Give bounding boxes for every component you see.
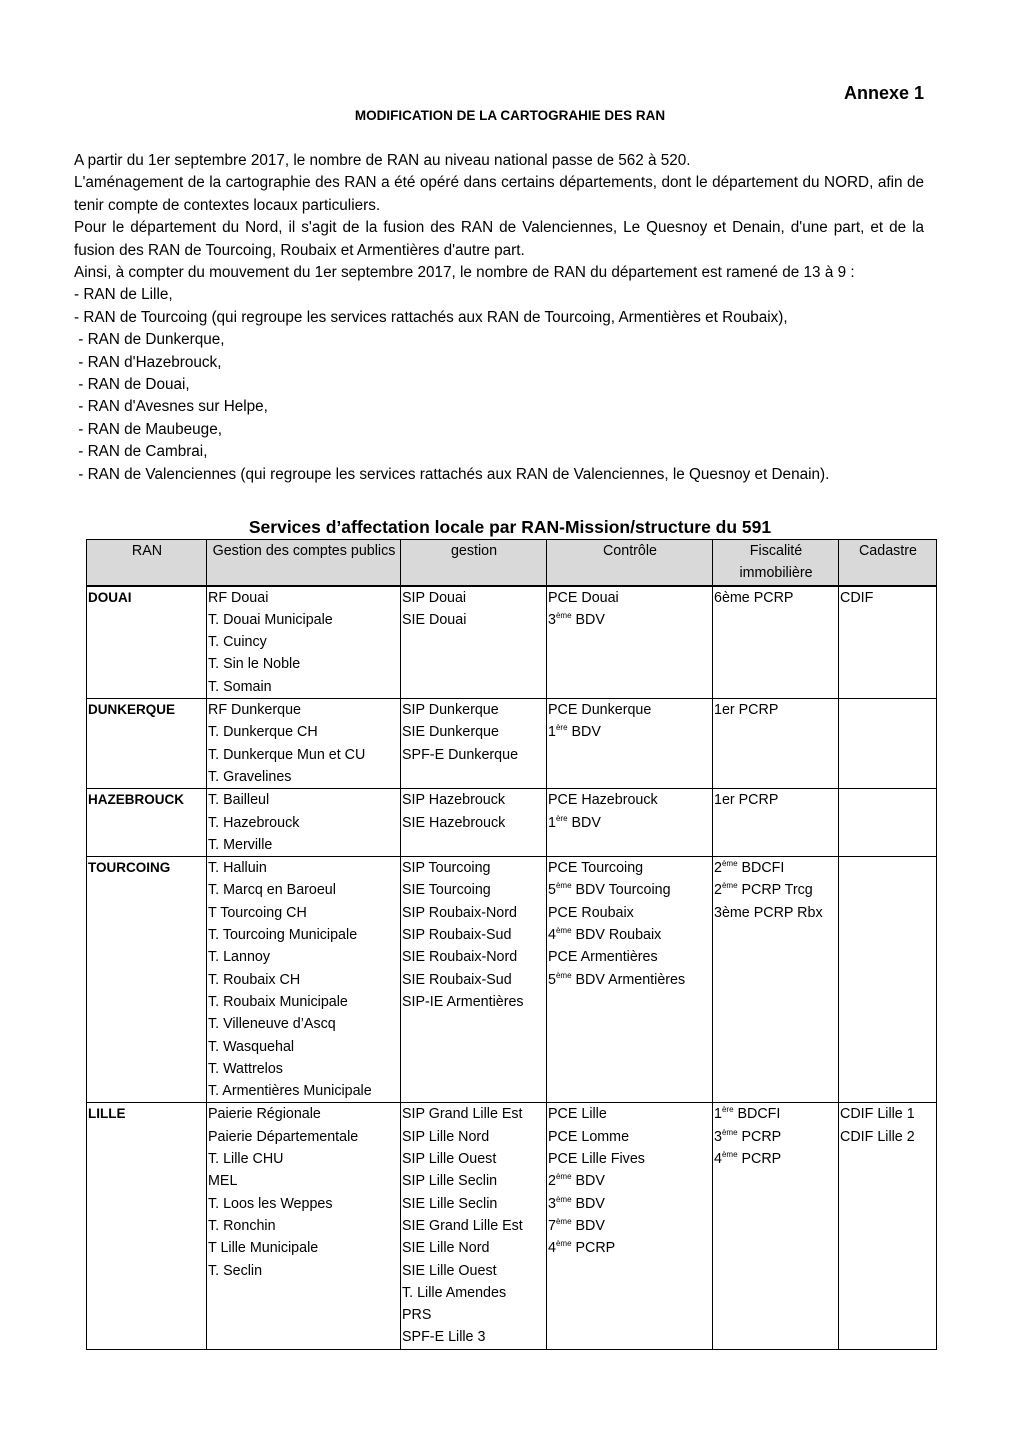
- cell-line: T. Merville: [208, 836, 273, 853]
- ran-list-item: - RAN de Tourcoing (qui regroupe les services rattachés aux RAN de Tourcoing, Armentières et Roubaix),: [74, 308, 788, 326]
- ran-list: [74, 284, 924, 486]
- cell-line: SIP Lille Seclin: [402, 1173, 498, 1190]
- table-cell: [713, 1103, 839, 1349]
- cell-line: T. Seclin: [208, 1262, 263, 1279]
- table-cell: [401, 789, 547, 857]
- table-title: Services d’affectation locale par RAN-Mission/structure du 591: [248, 517, 772, 537]
- ordinal-number: 7: [548, 1217, 556, 1234]
- cell-line: CDIF: [840, 589, 874, 606]
- table-cell: [207, 586, 401, 699]
- cell-line: T. Hazebrouck: [208, 814, 300, 831]
- table-row: [87, 699, 937, 789]
- table-header-row: [87, 540, 937, 586]
- paragraph: L'aménagement de la cartographie des RAN a été opéré dans certains départements, dont le département du NORD, afin de tenir compte de contextes locaux particuliers.: [74, 174, 924, 214]
- ran-name: TOURCOING: [87, 857, 207, 1103]
- cell-line: SPF-E Dunkerque: [402, 746, 519, 763]
- cell-line: T. Cuincy: [208, 634, 267, 651]
- table-row: [87, 1103, 937, 1349]
- ordinal-suffix: ème: [555, 1239, 572, 1249]
- cell-line: T. Roubaix Municipale: [208, 993, 348, 1010]
- cell-line: 3ème PCRP Rbx: [714, 904, 823, 921]
- cell-line: SPF-E Lille 3: [402, 1329, 486, 1346]
- cell-text: PCRP: [571, 1240, 616, 1257]
- cell-line: [548, 812, 712, 834]
- cell-line: SIP Lille Ouest: [402, 1151, 497, 1168]
- table-cell: [839, 857, 937, 1103]
- cell-line: PCE Lomme: [548, 1128, 630, 1145]
- table-cell: [207, 1103, 401, 1349]
- cell-line: T. Loos les Weppes: [208, 1195, 333, 1212]
- cell-text: BDCFI: [737, 860, 785, 877]
- cell-line: SIP-IE Armentières: [402, 993, 524, 1010]
- cell-line: T. Roubaix CH: [208, 971, 301, 988]
- cell-line: SIP Dunkerque: [402, 702, 499, 719]
- annex-label: Annexe 1: [843, 83, 924, 103]
- cell-text: PCRP: [737, 1151, 782, 1168]
- cell-line: PCE Douai: [548, 589, 619, 606]
- cell-line: PCE Roubaix: [548, 904, 634, 921]
- ordinal-number: 2: [714, 860, 722, 877]
- cell-text: BDV: [571, 1217, 605, 1234]
- ordinal-number: 1: [714, 1106, 722, 1123]
- paragraph: Pour le département du Nord, il s'agit de la fusion des RAN de Valenciennes, Le Quesnoy et Denain, d'une part, et de la fusion des RAN de Tourcoing, Roubaix et Armentières d'autre part.: [74, 219, 924, 259]
- cell-line: 1er PCRP: [714, 702, 779, 719]
- column-header: Cadastre: [839, 540, 937, 586]
- table-cell: [207, 857, 401, 1103]
- ordinal-suffix: ère: [721, 1105, 734, 1115]
- cell-line: PCE Lille Fives: [548, 1151, 645, 1168]
- cell-text: BDV Roubaix: [571, 927, 662, 944]
- cell-line: T. Armentières Municipale: [208, 1083, 372, 1100]
- ordinal-number: 1: [548, 724, 556, 741]
- cell-line: [548, 879, 712, 901]
- ran-list-item: - RAN de Dunkerque,: [74, 331, 225, 349]
- ordinal-number: 4: [548, 927, 556, 944]
- cell-line: PRS: [402, 1307, 432, 1324]
- column-header: RAN: [87, 540, 207, 586]
- ran-name: HAZEBROUCK: [87, 789, 207, 857]
- cell-line: RF Dunkerque: [208, 702, 301, 719]
- ordinal-suffix: ère: [555, 723, 568, 733]
- ordinal-number: 1: [548, 814, 556, 831]
- cell-text: BDV: [571, 1195, 605, 1212]
- cell-line: [714, 1148, 838, 1170]
- intro-text: [74, 150, 924, 486]
- cell-line: SIP Douai: [402, 589, 467, 606]
- cell-line: [548, 924, 712, 946]
- table-cell: [839, 586, 937, 699]
- table-cell: [401, 586, 547, 699]
- document-title: MODIFICATION DE LA CARTOGRAHIE DES RAN: [354, 108, 666, 123]
- paragraph: Ainsi, à compter du mouvement du 1er septembre 2017, le nombre de RAN du département est ramené de 13 à 9 :: [74, 264, 855, 282]
- ordinal-suffix: ème: [721, 859, 738, 869]
- ordinal-suffix: ème: [555, 1194, 572, 1204]
- ran-name: DUNKERQUE: [87, 699, 207, 789]
- cell-line: T. Tourcoing Municipale: [208, 927, 358, 944]
- column-header: Gestion des comptes publics: [207, 540, 401, 586]
- table-cell: [547, 789, 713, 857]
- ordinal-suffix: ème: [555, 881, 572, 891]
- cell-line: SIP Tourcoing: [402, 860, 491, 877]
- cell-line: SIP Roubaix-Nord: [402, 904, 517, 921]
- cell-line: T. Douai Municipale: [208, 611, 333, 628]
- cell-line: [548, 1215, 712, 1237]
- ordinal-number: 2: [714, 882, 722, 899]
- ordinal-suffix: ème: [555, 1172, 572, 1182]
- ordinal-suffix: ème: [721, 881, 738, 891]
- table-cell: [207, 789, 401, 857]
- cell-line: [714, 879, 838, 901]
- cell-text: BDV: [571, 611, 605, 628]
- cell-line: SIE Dunkerque: [402, 724, 499, 741]
- ordinal-suffix: ème: [721, 1127, 738, 1137]
- cell-line: T. Gravelines: [208, 768, 292, 785]
- cell-line: SIE Lille Nord: [402, 1240, 490, 1257]
- cell-line: T. Lille CHU: [208, 1151, 284, 1168]
- cell-line: T. Ronchin: [208, 1217, 276, 1234]
- cell-line: 1er PCRP: [714, 792, 779, 809]
- ordinal-suffix: ème: [555, 970, 572, 980]
- paragraph: A partir du 1er septembre 2017, le nombre de RAN au niveau national passe de 562 à 520.: [74, 152, 691, 169]
- column-header: gestion: [401, 540, 547, 586]
- cell-line: PCE Armentières: [548, 949, 658, 966]
- cell-line: SIE Lille Seclin: [402, 1195, 498, 1212]
- ordinal-suffix: ème: [555, 926, 572, 936]
- table-cell: [839, 789, 937, 857]
- cell-line: [548, 721, 712, 743]
- ordinal-suffix: ème: [555, 610, 572, 620]
- cell-line: [714, 857, 838, 879]
- cell-text: BDV Armentières: [571, 971, 686, 988]
- cell-line: PCE Tourcoing: [548, 860, 644, 877]
- ordinal-number: 5: [548, 971, 556, 988]
- table-cell: [547, 857, 713, 1103]
- cell-line: SIE Roubaix-Nord: [402, 949, 518, 966]
- table-cell: [207, 699, 401, 789]
- column-header: Contrôle: [547, 540, 713, 586]
- services-table: [86, 539, 937, 1350]
- table-cell: [839, 1103, 937, 1349]
- ran-list-item: - RAN de Maubeuge,: [74, 420, 222, 438]
- ordinal-number: 4: [548, 1240, 556, 1257]
- cell-text: BDCFI: [733, 1106, 781, 1123]
- ran-list-item: - RAN de Douai,: [74, 376, 190, 394]
- table-cell: [713, 857, 839, 1103]
- cell-line: SIP Roubaix-Sud: [402, 927, 512, 944]
- table-row: [87, 586, 937, 699]
- table-cell: [713, 789, 839, 857]
- cell-line: Paierie Régionale: [208, 1106, 321, 1123]
- cell-line: SIE Douai: [402, 611, 467, 628]
- cell-line: T. Wasquehal: [208, 1038, 295, 1055]
- ordinal-number: 3: [714, 1128, 722, 1145]
- cell-line: SIE Roubaix-Sud: [402, 971, 512, 988]
- cell-line: T. Bailleul: [208, 792, 270, 809]
- table-cell: [547, 699, 713, 789]
- ran-list-item: - RAN d'Avesnes sur Helpe,: [74, 398, 268, 416]
- table-cell: [401, 699, 547, 789]
- cell-line: T Lille Municipale: [208, 1240, 319, 1257]
- cell-line: PCE Lille: [548, 1106, 607, 1123]
- cell-line: [548, 969, 712, 991]
- cell-line: SIP Hazebrouck: [402, 792, 506, 809]
- cell-line: T. Villeneuve d’Ascq: [208, 1016, 336, 1033]
- table-cell: [713, 699, 839, 789]
- cell-line: [714, 1103, 838, 1125]
- cell-line: CDIF Lille 2: [840, 1128, 915, 1145]
- table-cell: [547, 1103, 713, 1349]
- cell-line: T. Lille Amendes: [402, 1284, 507, 1301]
- ordinal-number: 3: [548, 1195, 556, 1212]
- cell-text: BDV: [567, 814, 601, 831]
- cell-line: T. Wattrelos: [208, 1060, 283, 1077]
- ordinal-suffix: ème: [555, 1216, 572, 1226]
- cell-line: SIP Lille Nord: [402, 1128, 490, 1145]
- cell-line: SIP Grand Lille Est: [402, 1106, 523, 1123]
- cell-line: PCE Dunkerque: [548, 702, 652, 719]
- ran-name: DOUAI: [87, 586, 207, 699]
- ran-name: LILLE: [87, 1103, 207, 1349]
- table-cell: [401, 1103, 547, 1349]
- cell-line: T. Marcq en Baroeul: [208, 882, 336, 899]
- cell-line: T. Dunkerque Mun et CU: [208, 746, 366, 763]
- cell-line: [548, 1170, 712, 1192]
- table-row: [87, 789, 937, 857]
- cell-line: T. Somain: [208, 678, 272, 695]
- column-header: Fiscalité immobilière: [713, 540, 839, 586]
- cell-line: PCE Hazebrouck: [548, 792, 658, 809]
- cell-line: CDIF Lille 1: [840, 1106, 915, 1123]
- cell-line: SIE Grand Lille Est: [402, 1217, 523, 1234]
- cell-line: T. Dunkerque CH: [208, 724, 318, 741]
- ran-list-item: - RAN de Lille,: [74, 286, 173, 304]
- cell-line: Paierie Départementale: [208, 1128, 359, 1145]
- table-cell: [713, 586, 839, 699]
- cell-line: SIE Hazebrouck: [402, 814, 506, 831]
- cell-line: [548, 1193, 712, 1215]
- cell-line: [714, 1126, 838, 1148]
- cell-line: RF Douai: [208, 589, 269, 606]
- table-cell: [547, 586, 713, 699]
- ordinal-suffix: ème: [721, 1150, 738, 1160]
- ordinal-number: 5: [548, 882, 556, 899]
- cell-text: PCRP Trcg: [737, 882, 813, 899]
- ordinal-number: 3: [548, 611, 556, 628]
- table-cell: [839, 699, 937, 789]
- cell-text: BDV Tourcoing: [571, 882, 671, 899]
- table-cell: [401, 857, 547, 1103]
- ordinal-number: 4: [714, 1151, 722, 1168]
- cell-line: SIE Lille Ouest: [402, 1262, 497, 1279]
- cell-line: T. Halluin: [208, 860, 267, 877]
- cell-line: T. Sin le Noble: [208, 656, 301, 673]
- cell-text: BDV: [567, 724, 601, 741]
- cell-line: [548, 609, 712, 631]
- cell-line: MEL: [208, 1173, 238, 1190]
- cell-line: [548, 1237, 712, 1259]
- cell-text: BDV: [571, 1173, 605, 1190]
- cell-line: T Tourcoing CH: [208, 904, 307, 921]
- cell-line: T. Lannoy: [208, 949, 270, 966]
- cell-line: 6ème PCRP: [714, 589, 794, 606]
- ordinal-suffix: ère: [555, 813, 568, 823]
- ran-list-item: - RAN d'Hazebrouck,: [74, 353, 222, 371]
- table-row: [87, 857, 937, 1103]
- ran-list-item: - RAN de Valenciennes (qui regroupe les services rattachés aux RAN de Valenciennes, le Quesnoy et Denain).: [74, 465, 830, 483]
- ordinal-number: 2: [548, 1173, 556, 1190]
- ran-list-item: - RAN de Cambrai,: [74, 443, 208, 461]
- cell-text: PCRP: [737, 1128, 782, 1145]
- cell-line: SIE Tourcoing: [402, 882, 491, 899]
